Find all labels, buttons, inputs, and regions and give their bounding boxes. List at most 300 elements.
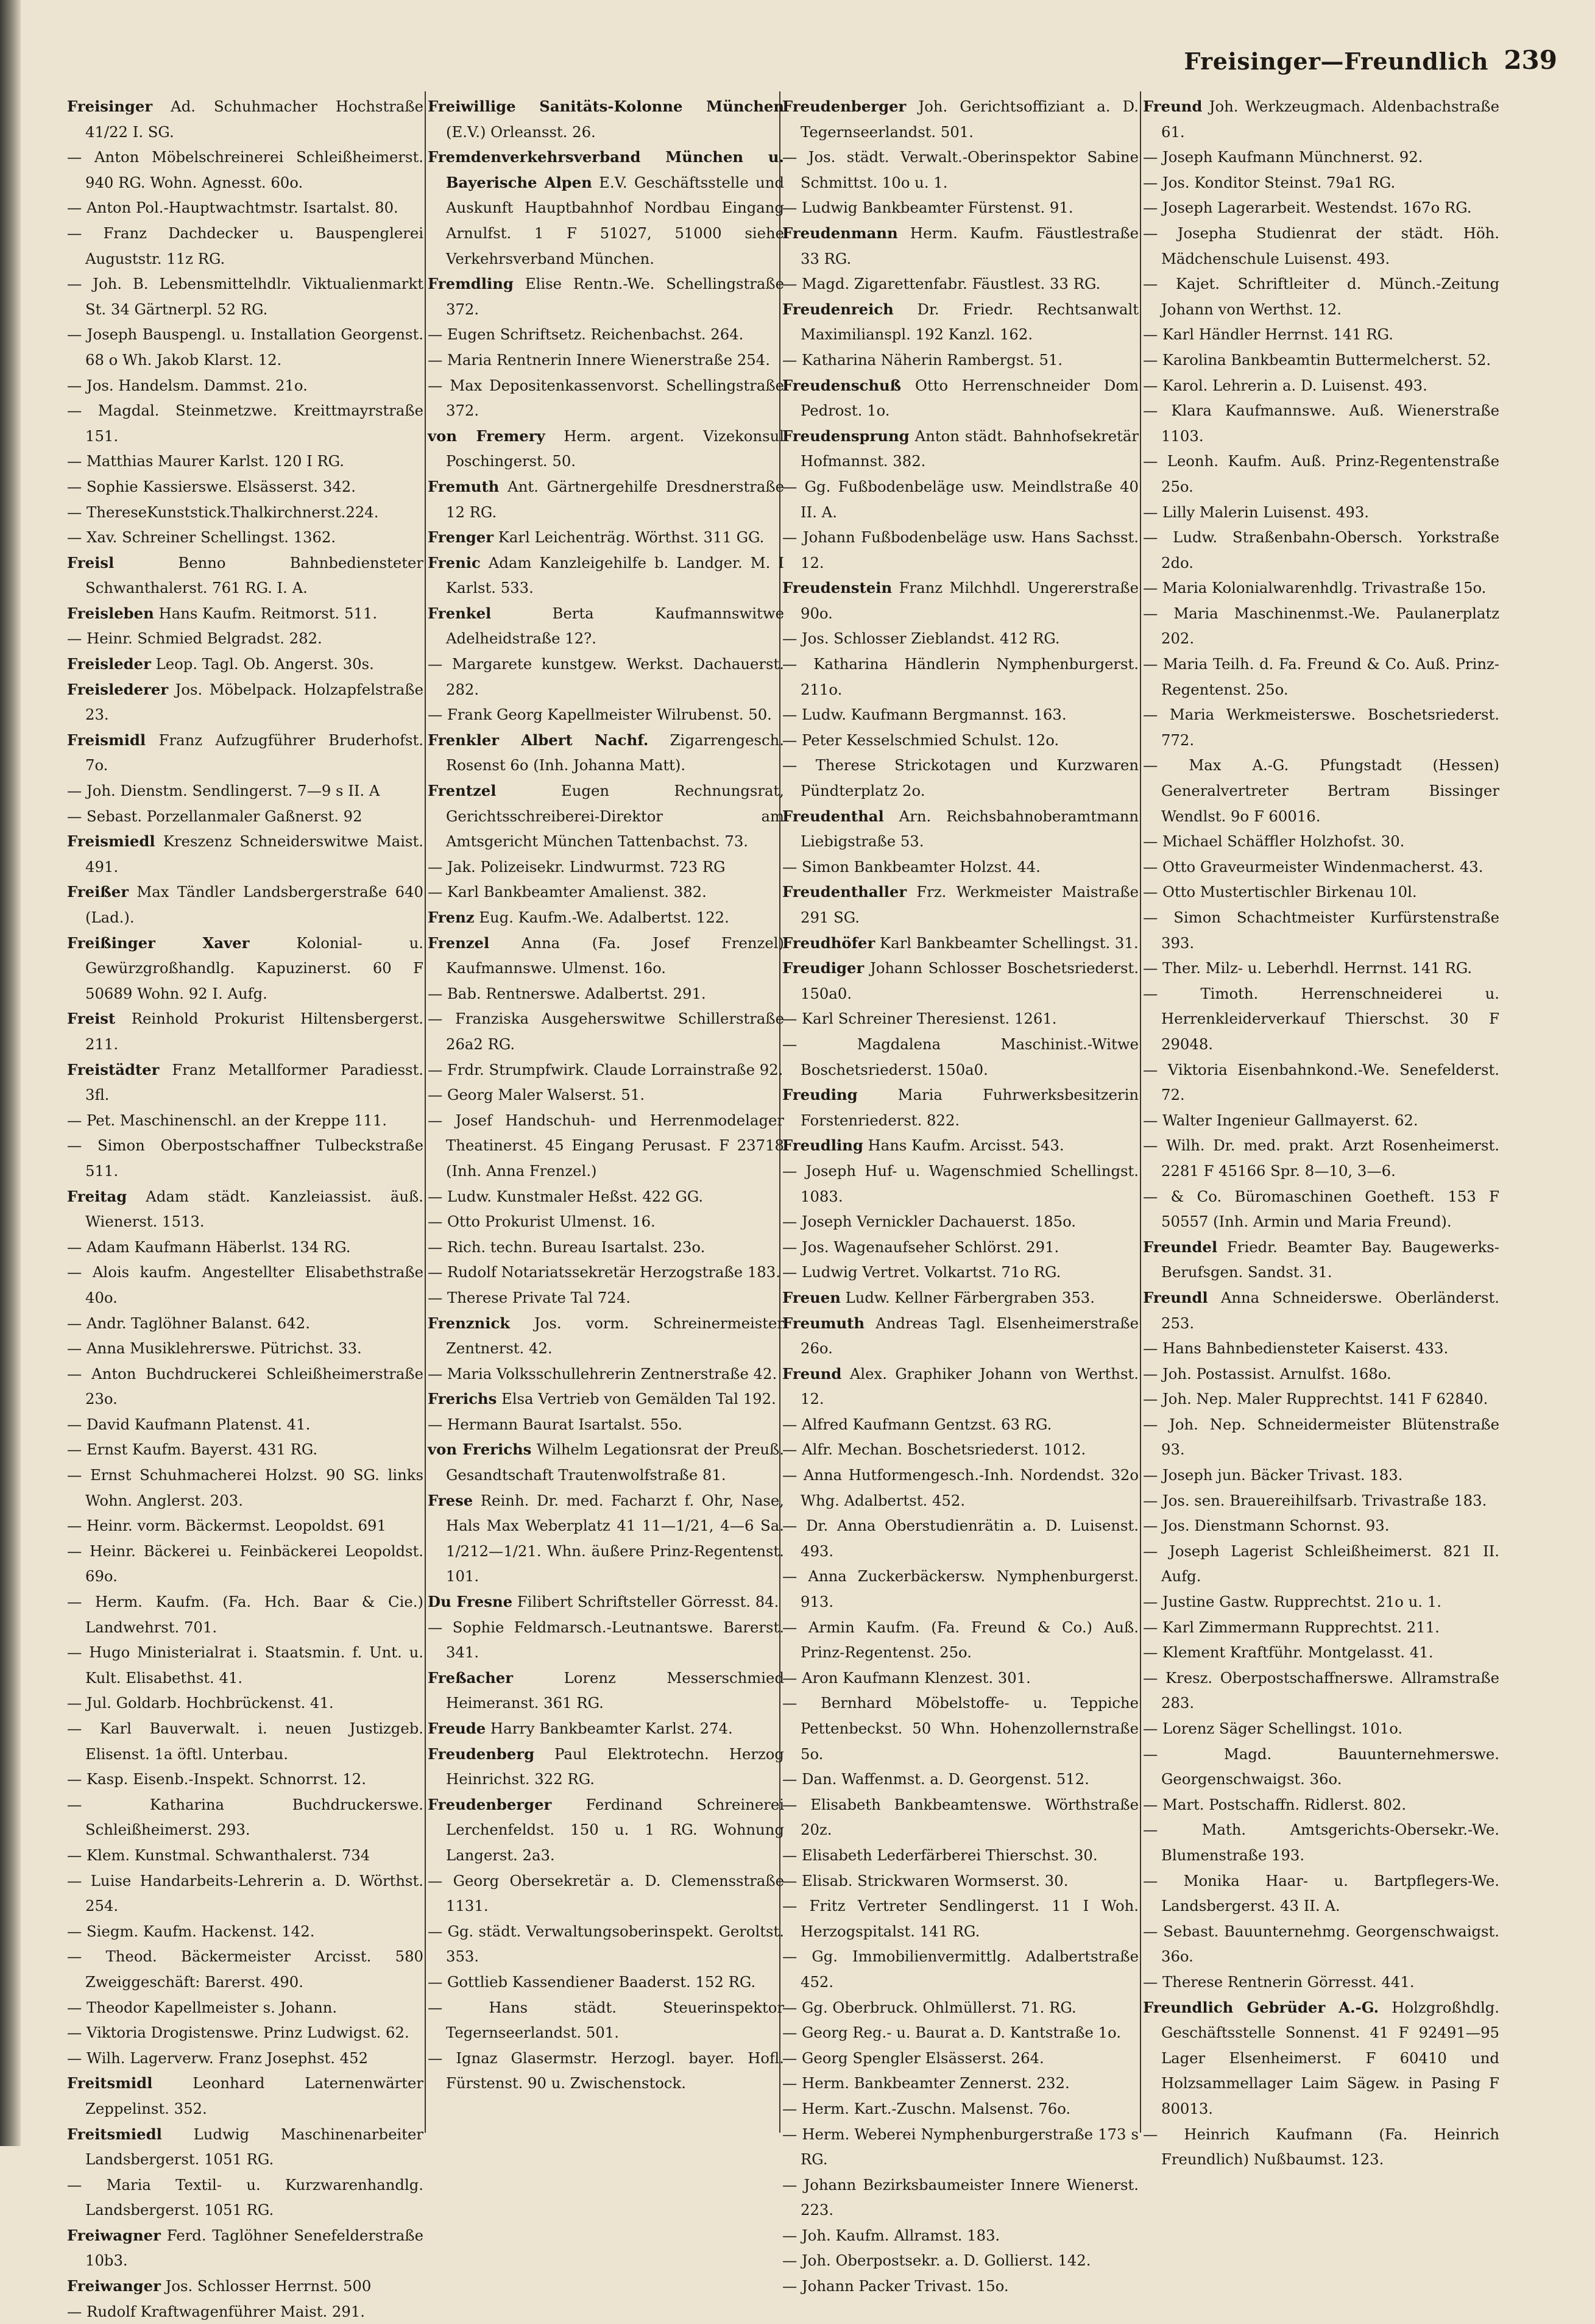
entry-details: — Elisab. Strickwaren Wormserst. 30. — [782, 1871, 1069, 1890]
entry-details: — Lilly Malerin Luisenst. 493. — [1143, 503, 1370, 521]
entry-surname: von Frerichs — [428, 1440, 532, 1459]
running-head: Freisinger—Freundlich — [1184, 48, 1488, 75]
directory-entry — [782, 1032, 1139, 1082]
entry-details: — Ernst Schuhmacherei Holzst. 90 SG. links Wohn. Anglerst. 203. — [67, 1466, 423, 1509]
entry-details: — Bernhard Möbelstoffe- u. Teppiche Pettenbeckst. 50 Whn. Hohenzollernstraße 5o. — [782, 1694, 1139, 1763]
entry-details: — Simon Oberpostschaffner Tulbeckstraße 511. — [67, 1136, 423, 1180]
entry-details: — Jul. Goldarb. Hochbrückenst. 41. — [67, 1694, 334, 1712]
entry-details: — Heinr. Bäckerei u. Feinbäckerei Leopoldst. 69o. — [67, 1542, 423, 1585]
directory-entry — [782, 2096, 1139, 2122]
directory-entry — [782, 271, 1139, 297]
entry-surname: Freisleder — [67, 655, 151, 673]
directory-entry — [67, 2273, 423, 2299]
directory-entry — [67, 2299, 423, 2324]
entry-details: — Heinrich Kaufmann (Fa. Heinrich Freundlich) Nußbaumst. 123. — [1143, 2125, 1499, 2169]
directory-entry — [67, 2020, 423, 2046]
entry-details: — Ludw. Kaufmann Bergmannst. 163. — [782, 706, 1067, 724]
entry-details: Maria Fuhrwerksbesitzerin Forstenriederst. 822. — [801, 1086, 1139, 1129]
directory-column-3 — [782, 94, 1139, 2295]
directory-entry — [428, 1311, 784, 1361]
entry-details: — Aron Kaufmann Klenzest. 301. — [782, 1668, 1031, 1687]
entry-surname: Freumuth — [782, 1314, 865, 1332]
directory-entry — [67, 1311, 423, 1336]
entry-details: — Anton Pol.-Hauptwachtmstr. Isartalst. 80. — [67, 199, 398, 217]
directory-entry — [782, 753, 1139, 803]
entry-details: — Jos. sen. Brauereihilfsarb. Trivastraße 183. — [1143, 1491, 1487, 1509]
entry-details: Paul Elektrotechn. Herzog Heinrichst. 322 RG. — [446, 1745, 784, 1788]
directory-entry — [1143, 1361, 1499, 1387]
directory-entry — [67, 1868, 423, 1919]
directory-entry — [1143, 1640, 1499, 1665]
entry-details: Kolonial- u. Gewürzgroßhandlg. Kapuzinerst. 60 F 50689 Wohn. 92 I. Aufg. — [85, 933, 423, 1002]
directory-entry — [1143, 500, 1499, 525]
entry-details: — Hans städt. Steuerinspektor Tegernseerlandst. 501. — [428, 1998, 784, 2042]
entry-surname: Freitsmidl — [67, 2074, 153, 2092]
directory-entry — [428, 525, 784, 550]
entry-details: — Herm. Kaufm. (Fa. Hch. Baar & Cie.) Landwehrst. 701. — [67, 1593, 423, 1636]
entry-details: — Joh. Dienstm. Sendlingerst. 7—9 s II. A — [67, 782, 380, 800]
entry-surname: Freißinger Xaver — [67, 933, 250, 952]
entry-details: — Pet. Maschinenschl. an der Kreppe 111. — [67, 1111, 387, 1129]
directory-entry — [782, 474, 1139, 525]
entry-details: Benno Bahnbediensteter Schwanthalerst. 761 RG. I. A. — [85, 553, 423, 597]
directory-entry — [1143, 1412, 1499, 1462]
entry-details: — ThereseKunststick.Thalkirchnerst.224. — [67, 503, 379, 521]
directory-entry — [1143, 1386, 1499, 1412]
directory-entry — [1143, 575, 1499, 601]
entry-details: Elise Rentn.-We. Schellingstraße 372. — [446, 275, 784, 318]
entry-details: — Kresz. Oberpostschaffnerswe. Allramstraße 283. — [1143, 1668, 1499, 1712]
directory-entry — [67, 525, 423, 550]
directory-entry — [782, 297, 1139, 347]
directory-entry — [782, 1944, 1139, 1994]
entry-details: Jos. Möbelpack. Holzapfelstraße 23. — [85, 680, 423, 724]
entry-details: — Simon Schachtmeister Kurfürstenstraße 393. — [1143, 909, 1499, 952]
entry-details: — Josef Handschuh- und Herrenmodelager Theatinerst. 45 Eingang Perusast. F 23718 (Inh. Anna Frenzel.) — [428, 1111, 784, 1180]
entry-details: — Otto Prokurist Ulmenst. 16. — [428, 1213, 656, 1231]
entry-details: — Klara Kaufmannswe. Auß. Wienerstraße 1103. — [1143, 402, 1499, 445]
entry-surname: Freismiedl — [67, 832, 155, 851]
directory-entry — [428, 1919, 784, 1969]
entry-details: Eugen Rechnungsrat, Gerichtsschreiberei-Direktor am Amtsgericht München Tattenbachst. 73. — [446, 782, 784, 851]
directory-entry — [428, 271, 784, 322]
entry-surname: Freudenberger — [428, 1795, 552, 1813]
entry-details: — Kasp. Eisenb.-Inspekt. Schnorrst. 12. — [67, 1770, 366, 1788]
entry-details: — Jos. Handelsm. Dammst. 21o. — [67, 376, 308, 394]
entry-details: — Max A.-G. Pfungstadt (Hessen) Generalvertreter Bertram Bissinger Wendlst. 9o F 60016. — [1143, 756, 1499, 825]
entry-details: — Rich. techn. Bureau Isartalst. 23o. — [428, 1238, 706, 1256]
entry-details: — Ludwig Vertret. Volkartst. 71o RG. — [782, 1263, 1061, 1281]
directory-entry — [428, 1259, 784, 1285]
directory-entry — [67, 474, 423, 500]
entry-details: — Anton Möbelschreinerei Schleißheimerst. 940 RG. Wohn. Agnesst. 60o. — [67, 148, 423, 191]
directory-entry — [1143, 753, 1499, 829]
entry-details: — Georg Spengler Elsässerst. 264. — [782, 2049, 1044, 2067]
entry-details: — & Co. Büromaschinen Goetheft. 153 F 50557 (Inh. Armin und Maria Freund). — [1143, 1187, 1499, 1231]
directory-entry — [782, 2071, 1139, 2096]
directory-entry — [67, 500, 423, 525]
directory-entry — [428, 1665, 784, 1716]
directory-entry — [67, 829, 423, 879]
entry-details: — Joh. Nep. Schneidermeister Blütenstraße 93. — [1143, 1415, 1499, 1459]
entry-details: — Sebast. Porzellanmaler Gaßnerst. 92 — [67, 807, 362, 825]
directory-entry — [67, 1539, 423, 1589]
directory-entry — [782, 2172, 1139, 2223]
entry-details: — Ludw. Straßenbahn-Obersch. Yorkstraße 2do. — [1143, 528, 1499, 572]
entry-details: — Matthias Maurer Karlst. 120 I RG. — [67, 452, 345, 470]
directory-entry — [1143, 702, 1499, 753]
entry-details: — Math. Amtsgerichts-Obersekr.-We. Blumenstraße 193. — [1143, 1821, 1499, 1864]
directory-entry — [1143, 221, 1499, 271]
directory-entry — [782, 1235, 1139, 1260]
entry-details: — Joh. Kaufm. Allramst. 183. — [782, 2226, 1000, 2244]
directory-entry — [428, 1235, 784, 1260]
directory-entry — [67, 1108, 423, 1133]
directory-entry — [782, 1766, 1139, 1792]
entry-details: — Joh. B. Lebensmittelhdlr. Viktualienmarkt St. 34 Gärtnerpl. 52 RG. — [67, 275, 423, 318]
entry-surname: Freisinger — [67, 97, 153, 115]
entry-details: — Jos. Schlosser Zieblandst. 412 RG. — [782, 629, 1060, 648]
page-header — [0, 43, 1595, 82]
entry-details: — Maria Teilh. d. Fa. Freund & Co. Auß. Prinz-Regentenst. 25o. — [1143, 655, 1499, 698]
directory-entry — [1143, 1235, 1499, 1285]
entry-details: — Lorenz Säger Schellingst. 101o. — [1143, 1720, 1403, 1737]
entry-surname: Freist — [67, 1010, 116, 1028]
entry-surname: Frerichs — [428, 1390, 497, 1408]
entry-surname: Freitsmiedl — [67, 2125, 162, 2143]
directory-entry — [67, 1462, 423, 1513]
directory-entry — [428, 94, 784, 144]
directory-entry — [1143, 1539, 1499, 1589]
entry-details: — Franz Dachdecker u. Bauspenglerei Auguststr. 11z RG. — [67, 224, 423, 267]
entry-surname: Freundl — [1143, 1288, 1208, 1306]
directory-entry — [782, 1462, 1139, 1513]
directory-column-1 — [67, 94, 423, 2320]
entry-details: — Maria Maschinenmst.-We. Paulanerplatz 202. — [1143, 604, 1499, 648]
entry-surname: Freisl — [67, 553, 115, 572]
directory-entry — [428, 1868, 784, 1919]
directory-entry — [428, 2046, 784, 2096]
directory-entry — [67, 778, 423, 804]
entry-details: Reinhold Prokurist Hiltensbergerst. 211. — [85, 1010, 423, 1053]
directory-entry — [782, 144, 1139, 195]
entry-details: (E.V.) Orleansst. 26. — [446, 122, 596, 141]
directory-entry — [67, 1716, 423, 1766]
directory-entry — [782, 94, 1139, 144]
directory-entry — [1143, 1133, 1499, 1183]
directory-entry — [1143, 1615, 1499, 1640]
entry-details: — Alois kaufm. Angestellter Elisabethstraße 40o. — [67, 1263, 423, 1306]
directory-entry — [782, 347, 1139, 373]
entry-details: — Johann Fußbodenbeläge usw. Hans Sachsst. 12. — [782, 528, 1139, 572]
entry-details: — Otto Graveurmeister Windenmacherst. 43. — [1143, 857, 1484, 876]
directory-entry — [428, 1716, 784, 1741]
directory-entry — [428, 1386, 784, 1412]
entry-details: Jos. Schlosser Herrnst. 500 — [160, 2277, 372, 2295]
directory-entry — [782, 1893, 1139, 1944]
directory-entry — [1143, 170, 1499, 196]
entry-details: — Gg. städt. Verwaltungsoberinspekt. Geroltst. 353. — [428, 1922, 784, 1966]
entry-details: — Siegm. Kaufm. Hackenst. 142. — [67, 1922, 315, 1940]
directory-entry — [428, 1184, 784, 1210]
directory-entry — [782, 728, 1139, 753]
directory-entry — [782, 955, 1139, 1006]
directory-entry — [428, 1412, 784, 1437]
entry-details: — Joh. Nep. Maler Rupprechtst. 141 F 62840. — [1143, 1390, 1488, 1408]
directory-entry — [428, 778, 784, 854]
directory-entry — [1143, 854, 1499, 880]
directory-entry — [782, 1311, 1139, 1361]
entry-details: — Joseph Lagerist Schleißheimerst. 821 II. Aufg. — [1143, 1542, 1499, 1585]
entry-surname: Freislederer — [67, 680, 169, 698]
entry-details: — Herm. Weberei Nymphenburgerstraße 173 s RG. — [782, 2125, 1139, 2169]
directory-entry — [428, 930, 784, 981]
entry-details: Adam Kanzleigehilfe b. Landger. M. I Karlst. 533. — [446, 553, 784, 597]
directory-entry — [1143, 144, 1499, 170]
directory-entry — [782, 702, 1139, 728]
entry-details: — Karol. Lehrerin a. D. Luisenst. 493. — [1143, 376, 1427, 394]
directory-entry — [1143, 905, 1499, 955]
directory-entry — [782, 373, 1139, 423]
entry-details: — Joseph Kaufmann Münchnerst. 92. — [1143, 148, 1423, 166]
directory-entry — [782, 1665, 1139, 1691]
directory-entry — [67, 1944, 423, 1994]
directory-entry — [782, 2020, 1139, 2046]
directory-entry — [428, 373, 784, 423]
entry-details: — Herm. Kart.-Zuschn. Malsenst. 76o. — [782, 2099, 1071, 2117]
entry-details: Adam städt. Kanzleiassist. äuß. Wienerst. 1513. — [85, 1187, 423, 1231]
directory-entry — [1143, 601, 1499, 651]
directory-entry — [782, 1615, 1139, 1665]
directory-entry — [1143, 1108, 1499, 1133]
entry-details: — Theod. Bäckermeister Arcisst. 580 Zweiggeschäft: Barerst. 490. — [67, 1947, 423, 1991]
directory-entry — [67, 626, 423, 651]
entry-details: — Anna Hutformengesch.-Inh. Nordendst. 32o Whg. Adalbertst. 452. — [782, 1466, 1139, 1509]
entry-details: — Ernst Kaufm. Bayerst. 431 RG. — [67, 1440, 318, 1459]
entry-details: — Elisabeth Lederfärberei Thierschst. 30. — [782, 1846, 1098, 1864]
entry-details: — Georg Maler Walserst. 51. — [428, 1086, 645, 1104]
entry-details: Berta Kaufmannswitwe Adelheidstraße 12?. — [446, 604, 784, 648]
entry-surname: Frenznick — [428, 1314, 511, 1332]
directory-entry — [428, 144, 784, 271]
entry-details: — Joseph Lagerarbeit. Westendst. 167o RG. — [1143, 199, 1472, 217]
entry-details: Hans Kaufm. Reitmorst. 511. — [154, 604, 378, 622]
directory-entry — [782, 2122, 1139, 2172]
entry-surname: Freisleben — [67, 604, 154, 622]
directory-entry — [1143, 2122, 1499, 2172]
entry-details: — Fritz Vertreter Sendlingerst. 11 I Woh. Herzogspitalst. 141 RG. — [782, 1897, 1139, 1940]
directory-entry — [428, 1589, 784, 1615]
directory-entry — [1143, 373, 1499, 399]
directory-entry — [67, 448, 423, 474]
entry-surname: Frenger — [428, 528, 493, 547]
entry-details: — Justine Gastw. Rupprechtst. 21o u. 1. — [1143, 1593, 1441, 1611]
entry-details: — Armin Kaufm. (Fa. Freund & Co.) Auß. Prinz-Regentenst. 25o. — [782, 1618, 1139, 1662]
directory-entry — [1143, 1488, 1499, 1514]
directory-entry — [67, 144, 423, 195]
directory-entry — [1143, 347, 1499, 373]
directory-entry — [428, 474, 784, 525]
entry-details: — Therese Strickotagen und Kurzwaren Pündterplatz 2o. — [782, 756, 1139, 800]
entry-details: — Magdalena Maschinist.-Witwe Boschetsriederst. 150a0. — [782, 1035, 1139, 1079]
entry-surname: Freudenstein — [782, 579, 893, 597]
entry-details: — Karl Schreiner Theresienst. 1261. — [782, 1010, 1057, 1028]
entry-surname: Freund — [1143, 97, 1203, 115]
entry-surname: Freundel — [1143, 1238, 1218, 1256]
entry-details: — Hermann Baurat Isartalst. 55o. — [428, 1415, 683, 1433]
entry-details: Otto Herrenschneider Dom Pedrost. 1o. — [801, 376, 1139, 420]
directory-entry — [1143, 94, 1499, 144]
directory-entry — [428, 601, 784, 651]
directory-entry — [67, 550, 423, 601]
directory-entry — [428, 854, 784, 880]
directory-entry — [782, 626, 1139, 651]
entry-details: — Johann Packer Trivast. 15o. — [782, 2277, 1009, 2295]
entry-surname: Freistädter — [67, 1060, 160, 1079]
directory-entry — [67, 2071, 423, 2121]
directory-entry — [428, 1741, 784, 1792]
directory-entry — [1143, 1336, 1499, 1361]
entry-surname: Freudenreich — [782, 300, 894, 318]
directory-entry — [428, 1006, 784, 1057]
directory-entry — [782, 221, 1139, 271]
entry-details: Alex. Graphiker Johann von Werthst. 12. — [801, 1364, 1139, 1408]
entry-surname: Freudenschuß — [782, 376, 902, 394]
directory-entry — [1143, 1057, 1499, 1108]
directory-entry — [1143, 1868, 1499, 1919]
directory-entry — [428, 1057, 784, 1083]
entry-details: — Rudolf Kraftwagenführer Maist. 291. — [67, 2302, 366, 2320]
entry-details: — Max Depositenkassenvorst. Schellingstraße 372. — [428, 376, 784, 420]
entry-details: — Michael Schäffler Holzhofst. 30. — [1143, 832, 1405, 851]
entry-surname: Freudenberger — [782, 97, 907, 115]
directory-entry — [67, 728, 423, 778]
directory-entry — [782, 1564, 1139, 1614]
entry-details: — Jos. Wagenaufseher Schlörst. 291. — [782, 1238, 1059, 1256]
entry-details: — Alfr. Mechan. Boschetsriederst. 1012. — [782, 1440, 1086, 1459]
entry-details: — Anton Buchdruckerei Schleißheimerstraße 23o. — [67, 1364, 423, 1408]
entry-details: Ant. Gärtnergehilfe Dresdnerstraße 12 RG. — [446, 477, 784, 521]
directory-entry — [1143, 1995, 1499, 2122]
entry-details: — Ignaz Glasermstr. Herzogl. bayer. Hofl. Fürstenst. 90 u. Zwischenstock. — [428, 2049, 784, 2092]
directory-entry — [782, 1412, 1139, 1437]
entry-details: — Georg Obersekretär a. D. Clemensstraße 1131. — [428, 1871, 784, 1915]
directory-entry — [67, 1766, 423, 1792]
entry-details: — Gottlieb Kassendiener Baaderst. 152 RG. — [428, 1972, 756, 1991]
entry-surname: von Fremery — [428, 427, 545, 445]
entry-details: — Franziska Ausgeherswitwe Schillerstraße 26a2 RG. — [428, 1010, 784, 1053]
entry-details: — Leonh. Kaufm. Auß. Prinz-Regentenstraße 25o. — [1143, 452, 1499, 495]
directory-entry — [782, 1158, 1139, 1209]
directory-entry — [67, 1361, 423, 1412]
directory-entry — [428, 905, 784, 930]
entry-details: Herm. argent. Vizekonsul Poschingerst. 50. — [446, 427, 784, 470]
entry-surname: Freudling — [782, 1136, 863, 1155]
directory-entry — [428, 1615, 784, 1665]
entry-details: — Hans Bahnbediensteter Kaiserst. 433. — [1143, 1339, 1449, 1358]
entry-details: — Luise Handarbeits-Lehrerin a. D. Wörthst. 254. — [67, 1871, 423, 1915]
entry-details: — Jos. städt. Verwalt.-Oberinspektor Sabine Schmittst. 10o u. 1. — [782, 148, 1139, 191]
entry-details: — Elisabeth Bankbeamtenswe. Wörthstraße 20z. — [782, 1795, 1139, 1839]
directory-entry — [428, 550, 784, 601]
entry-details: Leop. Tagl. Ob. Angerst. 30s. — [150, 655, 374, 673]
entry-details: — Bab. Rentnerswe. Adalbertst. 291. — [428, 984, 706, 1002]
entry-details: — Karolina Bankbeamtin Buttermelcherst. 52. — [1143, 350, 1491, 369]
entry-surname: Frenzel — [428, 933, 490, 952]
entry-details: — Alfred Kaufmann Gentzst. 63 RG. — [782, 1415, 1052, 1433]
entry-surname: Frenic — [428, 553, 481, 572]
directory-entry — [1143, 1285, 1499, 1336]
entry-surname: Freudenmann — [782, 224, 898, 242]
directory-entry — [782, 804, 1139, 854]
entry-surname: Freiwillige Sanitäts-Kolonne München — [428, 97, 784, 115]
entry-details: — Peter Kesselschmied Schulst. 12o. — [782, 731, 1059, 749]
directory-entry — [67, 1690, 423, 1716]
entry-details: — Adam Kaufmann Häberlst. 134 RG. — [67, 1238, 351, 1256]
directory-entry — [1143, 1589, 1499, 1615]
entry-details: — Mart. Postschaffn. Ridlerst. 802. — [1143, 1795, 1407, 1813]
entry-details: — Jos. Dienstmann Schornst. 93. — [1143, 1517, 1390, 1535]
entry-details: — Therese Rentnerin Görresst. 441. — [1143, 1972, 1415, 1991]
entry-details: — Monika Haar- u. Bartpflegers-We. Landsbergerst. 43 II. A. — [1143, 1871, 1499, 1915]
entry-details: — Katharina Näherin Rambergst. 51. — [782, 350, 1063, 369]
entry-details: Ad. Schuhmacher Hochstraße 41/22 I. SG. — [85, 97, 423, 141]
directory-entry — [1143, 1184, 1499, 1235]
entry-surname: Freundlich Gebrüder A.-G. — [1143, 1998, 1379, 2016]
directory-entry — [67, 1589, 423, 1640]
directory-entry — [428, 1792, 784, 1868]
entry-surname: Freißer — [67, 883, 129, 901]
entry-details: E.V. Geschäftsstelle und Auskunft Hauptbahnhof Nordbau Eingang Arnulfst. 1 F 51027, 51000 siehe Verkehrsverband München. — [446, 173, 784, 267]
directory-entry — [1143, 398, 1499, 448]
directory-entry — [67, 2046, 423, 2071]
directory-entry — [782, 1209, 1139, 1235]
directory-entry — [782, 2223, 1139, 2248]
entry-details: Arn. Reichsbahnoberamtmann Liebigstraße 53. — [801, 807, 1139, 851]
directory-entry — [1143, 1462, 1499, 1488]
entry-surname: Freudensprung — [782, 427, 910, 445]
directory-entry — [67, 94, 423, 144]
directory-entry — [782, 1690, 1139, 1766]
entry-details: Frz. Werkmeister Maistraße 291 SG. — [801, 883, 1139, 926]
directory-entry — [67, 930, 423, 1007]
entry-details: — Klement Kraftführ. Montgelasst. 41. — [1143, 1643, 1434, 1662]
directory-entry — [67, 195, 423, 221]
entry-details: Friedr. Beamter Bay. Baugewerks-Berufsgen. Sandst. 31. — [1161, 1238, 1499, 1281]
entry-details: — Johann Bezirksbaumeister Innere Wienerst. 223. — [782, 2175, 1139, 2219]
entry-details: — Sebast. Bauunternehmg. Georgenschwaigst. 36o. — [1143, 1922, 1499, 1966]
entry-surname: Freudenthal — [782, 807, 884, 825]
entry-details: — Karl Händler Herrnst. 141 RG. — [1143, 325, 1393, 344]
directory-entry — [1143, 271, 1499, 322]
directory-entry — [782, 575, 1139, 626]
directory-entry — [1143, 879, 1499, 905]
entry-details: — Magd. Zigarettenfabr. Fäustlest. 33 RG. — [782, 275, 1101, 293]
entry-surname: Freismidl — [67, 731, 146, 749]
directory-entry — [1143, 651, 1499, 702]
entry-details: — Walter Ingenieur Gallmayerst. 62. — [1143, 1111, 1418, 1129]
entry-details: Filibert Schriftsteller Görresst. 84. — [512, 1593, 779, 1611]
entry-details: Anna (Fa. Josef Frenzel) Kaufmannswe. Ulmenst. 16o. — [446, 933, 784, 977]
entry-details: — Jak. Polizeisekr. Lindwurmst. 723 RG — [428, 857, 726, 876]
directory-entry — [782, 1513, 1139, 1564]
directory-entry — [782, 2248, 1139, 2273]
directory-entry — [782, 879, 1139, 930]
directory-entry — [1143, 525, 1499, 575]
entry-surname: Freiwanger — [67, 2277, 161, 2295]
entry-details: — Dan. Waffenmst. a. D. Georgenst. 512. — [782, 1770, 1089, 1788]
entry-details: — Sophie Kassierswe. Elsässerst. 342. — [67, 477, 356, 495]
